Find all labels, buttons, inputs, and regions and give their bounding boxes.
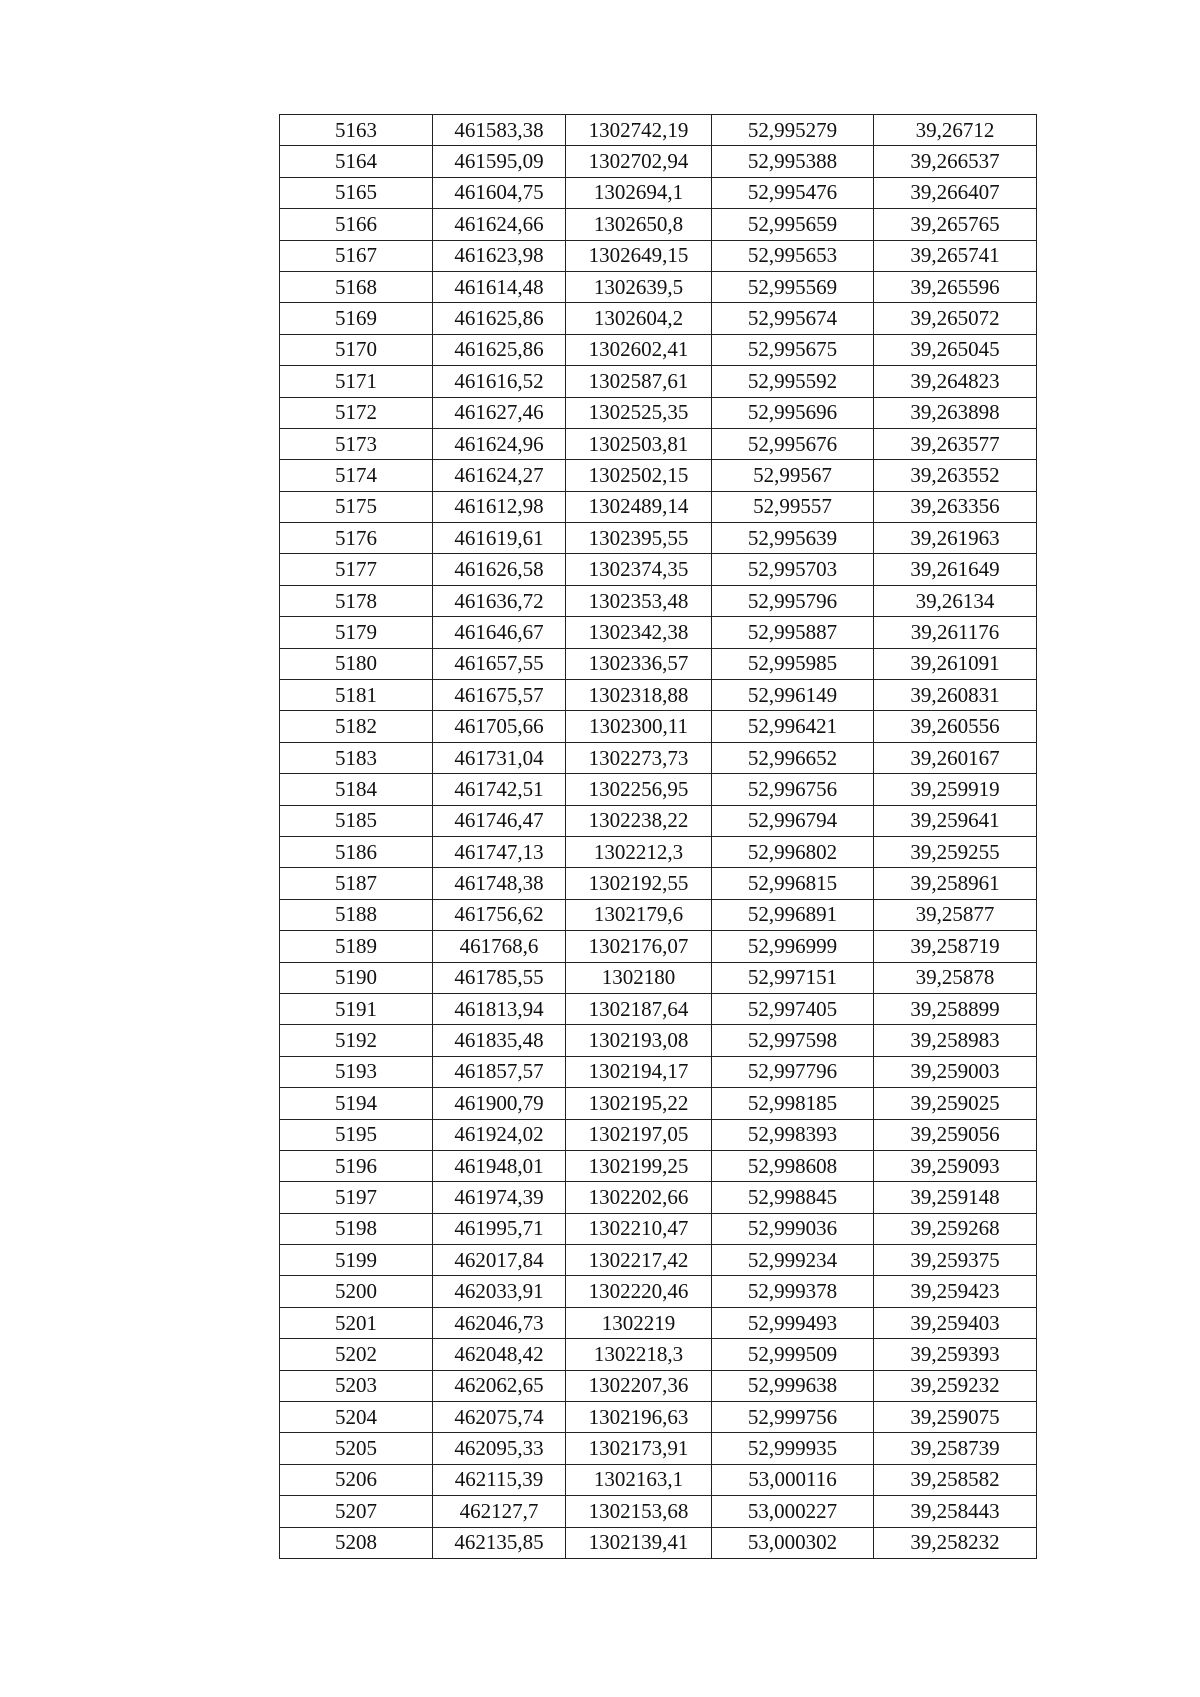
table-row	[280, 1339, 1037, 1370]
y-coordinate-cell: 1302210,47	[566, 1213, 712, 1244]
table-row	[280, 1245, 1037, 1276]
x-coordinate-cell: 461624,27	[433, 460, 566, 491]
longitude-cell: 39,260831	[874, 680, 1037, 711]
y-coordinate-cell: 1302604,2	[566, 303, 712, 334]
y-coordinate-cell: 1302217,42	[566, 1245, 712, 1276]
y-coordinate-cell: 1302173,91	[566, 1433, 712, 1464]
table-row	[280, 1464, 1037, 1495]
y-coordinate-cell: 1302238,22	[566, 805, 712, 836]
x-coordinate-cell: 461636,72	[433, 585, 566, 616]
latitude-cell: 52,999638	[712, 1370, 874, 1401]
longitude-cell: 39,258739	[874, 1433, 1037, 1464]
x-coordinate-cell: 461646,67	[433, 617, 566, 648]
table-row	[280, 742, 1037, 773]
x-coordinate-cell: 461595,09	[433, 146, 566, 177]
longitude-cell: 39,26134	[874, 585, 1037, 616]
y-coordinate-cell: 1302194,17	[566, 1056, 712, 1087]
table-row	[280, 1402, 1037, 1433]
longitude-cell: 39,259255	[874, 836, 1037, 867]
y-coordinate-cell: 1302489,14	[566, 491, 712, 522]
table-row	[280, 805, 1037, 836]
latitude-cell: 52,999234	[712, 1245, 874, 1276]
table-row	[280, 115, 1037, 146]
point-number-cell: 5166	[280, 209, 433, 240]
longitude-cell: 39,259393	[874, 1339, 1037, 1370]
point-number-cell: 5188	[280, 899, 433, 930]
x-coordinate-cell: 461857,57	[433, 1056, 566, 1087]
latitude-cell: 52,995476	[712, 177, 874, 208]
y-coordinate-cell: 1302587,61	[566, 366, 712, 397]
x-coordinate-cell: 461626,58	[433, 554, 566, 585]
x-coordinate-cell: 462033,91	[433, 1276, 566, 1307]
longitude-cell: 39,261176	[874, 617, 1037, 648]
x-coordinate-cell: 461974,39	[433, 1182, 566, 1213]
x-coordinate-cell: 461785,55	[433, 962, 566, 993]
longitude-cell: 39,259403	[874, 1307, 1037, 1338]
point-number-cell: 5191	[280, 993, 433, 1024]
latitude-cell: 52,999509	[712, 1339, 874, 1370]
latitude-cell: 52,997796	[712, 1056, 874, 1087]
x-coordinate-cell: 461583,38	[433, 115, 566, 146]
point-number-cell: 5196	[280, 1150, 433, 1181]
x-coordinate-cell: 461624,66	[433, 209, 566, 240]
longitude-cell: 39,263577	[874, 428, 1037, 459]
point-number-cell: 5198	[280, 1213, 433, 1244]
table-row	[280, 1433, 1037, 1464]
point-number-cell: 5194	[280, 1088, 433, 1119]
latitude-cell: 52,998185	[712, 1088, 874, 1119]
point-number-cell: 5189	[280, 931, 433, 962]
latitude-cell: 52,999493	[712, 1307, 874, 1338]
point-number-cell: 5197	[280, 1182, 433, 1213]
latitude-cell: 52,995592	[712, 366, 874, 397]
longitude-cell: 39,264823	[874, 366, 1037, 397]
longitude-cell: 39,259003	[874, 1056, 1037, 1087]
longitude-cell: 39,265741	[874, 240, 1037, 271]
longitude-cell: 39,265072	[874, 303, 1037, 334]
table-row	[280, 1056, 1037, 1087]
y-coordinate-cell: 1302202,66	[566, 1182, 712, 1213]
latitude-cell: 52,995388	[712, 146, 874, 177]
latitude-cell: 52,995675	[712, 334, 874, 365]
y-coordinate-cell: 1302180	[566, 962, 712, 993]
x-coordinate-cell: 461731,04	[433, 742, 566, 773]
x-coordinate-cell: 462095,33	[433, 1433, 566, 1464]
point-number-cell: 5180	[280, 648, 433, 679]
latitude-cell: 53,000116	[712, 1464, 874, 1495]
table-row	[280, 366, 1037, 397]
x-coordinate-cell: 462075,74	[433, 1402, 566, 1433]
latitude-cell: 52,995676	[712, 428, 874, 459]
x-coordinate-cell: 461768,6	[433, 931, 566, 962]
point-number-cell: 5176	[280, 523, 433, 554]
point-number-cell: 5170	[280, 334, 433, 365]
point-number-cell: 5193	[280, 1056, 433, 1087]
point-number-cell: 5203	[280, 1370, 433, 1401]
table-row	[280, 523, 1037, 554]
y-coordinate-cell: 1302702,94	[566, 146, 712, 177]
longitude-cell: 39,261649	[874, 554, 1037, 585]
table-row	[280, 868, 1037, 899]
longitude-cell: 39,265596	[874, 271, 1037, 302]
point-number-cell: 5192	[280, 1025, 433, 1056]
latitude-cell: 52,998845	[712, 1182, 874, 1213]
longitude-cell: 39,258232	[874, 1527, 1037, 1558]
x-coordinate-cell: 462046,73	[433, 1307, 566, 1338]
latitude-cell: 53,000227	[712, 1496, 874, 1527]
x-coordinate-cell: 461900,79	[433, 1088, 566, 1119]
longitude-cell: 39,259025	[874, 1088, 1037, 1119]
latitude-cell: 52,996149	[712, 680, 874, 711]
coordinates-table-body	[280, 115, 1037, 1559]
x-coordinate-cell: 461924,02	[433, 1119, 566, 1150]
point-number-cell: 5199	[280, 1245, 433, 1276]
point-number-cell: 5184	[280, 774, 433, 805]
table-row	[280, 428, 1037, 459]
x-coordinate-cell: 461747,13	[433, 836, 566, 867]
latitude-cell: 52,996652	[712, 742, 874, 773]
point-number-cell: 5169	[280, 303, 433, 334]
x-coordinate-cell: 461742,51	[433, 774, 566, 805]
y-coordinate-cell: 1302219	[566, 1307, 712, 1338]
point-number-cell: 5187	[280, 868, 433, 899]
longitude-cell: 39,259056	[874, 1119, 1037, 1150]
table-row	[280, 836, 1037, 867]
latitude-cell: 52,999378	[712, 1276, 874, 1307]
table-row	[280, 585, 1037, 616]
table-row	[280, 1307, 1037, 1338]
y-coordinate-cell: 1302374,35	[566, 554, 712, 585]
point-number-cell: 5202	[280, 1339, 433, 1370]
x-coordinate-cell: 461623,98	[433, 240, 566, 271]
longitude-cell: 39,25877	[874, 899, 1037, 930]
table-row	[280, 774, 1037, 805]
y-coordinate-cell: 1302742,19	[566, 115, 712, 146]
x-coordinate-cell: 461624,96	[433, 428, 566, 459]
point-number-cell: 5173	[280, 428, 433, 459]
point-number-cell: 5178	[280, 585, 433, 616]
table-row	[280, 1370, 1037, 1401]
table-row	[280, 1119, 1037, 1150]
table-row	[280, 554, 1037, 585]
latitude-cell: 52,998393	[712, 1119, 874, 1150]
x-coordinate-cell: 461995,71	[433, 1213, 566, 1244]
table-row	[280, 962, 1037, 993]
point-number-cell: 5204	[280, 1402, 433, 1433]
longitude-cell: 39,258443	[874, 1496, 1037, 1527]
point-number-cell: 5185	[280, 805, 433, 836]
longitude-cell: 39,258899	[874, 993, 1037, 1024]
table-row	[280, 460, 1037, 491]
latitude-cell: 52,99567	[712, 460, 874, 491]
table-row	[280, 303, 1037, 334]
x-coordinate-cell: 461625,86	[433, 303, 566, 334]
table-row	[280, 648, 1037, 679]
table-row	[280, 240, 1037, 271]
point-number-cell: 5164	[280, 146, 433, 177]
latitude-cell: 52,996802	[712, 836, 874, 867]
latitude-cell: 52,997151	[712, 962, 874, 993]
coordinates-table	[279, 114, 1037, 1559]
latitude-cell: 52,997598	[712, 1025, 874, 1056]
table-row	[280, 209, 1037, 240]
y-coordinate-cell: 1302650,8	[566, 209, 712, 240]
latitude-cell: 52,996891	[712, 899, 874, 930]
y-coordinate-cell: 1302502,15	[566, 460, 712, 491]
latitude-cell: 52,995279	[712, 115, 874, 146]
x-coordinate-cell: 461612,98	[433, 491, 566, 522]
latitude-cell: 52,996794	[712, 805, 874, 836]
point-number-cell: 5165	[280, 177, 433, 208]
point-number-cell: 5172	[280, 397, 433, 428]
latitude-cell: 52,99557	[712, 491, 874, 522]
table-row	[280, 617, 1037, 648]
longitude-cell: 39,259423	[874, 1276, 1037, 1307]
x-coordinate-cell: 461616,52	[433, 366, 566, 397]
x-coordinate-cell: 461625,86	[433, 334, 566, 365]
longitude-cell: 39,259641	[874, 805, 1037, 836]
longitude-cell: 39,263356	[874, 491, 1037, 522]
latitude-cell: 52,995887	[712, 617, 874, 648]
y-coordinate-cell: 1302139,41	[566, 1527, 712, 1558]
x-coordinate-cell: 461705,66	[433, 711, 566, 742]
x-coordinate-cell: 461614,48	[433, 271, 566, 302]
y-coordinate-cell: 1302207,36	[566, 1370, 712, 1401]
latitude-cell: 52,997405	[712, 993, 874, 1024]
longitude-cell: 39,259375	[874, 1245, 1037, 1276]
x-coordinate-cell: 461813,94	[433, 993, 566, 1024]
latitude-cell: 52,995985	[712, 648, 874, 679]
table-row	[280, 271, 1037, 302]
longitude-cell: 39,263898	[874, 397, 1037, 428]
latitude-cell: 52,995569	[712, 271, 874, 302]
latitude-cell: 52,996421	[712, 711, 874, 742]
point-number-cell: 5171	[280, 366, 433, 397]
point-number-cell: 5174	[280, 460, 433, 491]
longitude-cell: 39,265045	[874, 334, 1037, 365]
table-row	[280, 1213, 1037, 1244]
x-coordinate-cell: 461948,01	[433, 1150, 566, 1181]
x-coordinate-cell: 462062,65	[433, 1370, 566, 1401]
point-number-cell: 5179	[280, 617, 433, 648]
y-coordinate-cell: 1302163,1	[566, 1464, 712, 1495]
x-coordinate-cell: 462135,85	[433, 1527, 566, 1558]
point-number-cell: 5182	[280, 711, 433, 742]
latitude-cell: 52,995674	[712, 303, 874, 334]
longitude-cell: 39,265765	[874, 209, 1037, 240]
longitude-cell: 39,259093	[874, 1150, 1037, 1181]
point-number-cell: 5206	[280, 1464, 433, 1495]
point-number-cell: 5167	[280, 240, 433, 271]
latitude-cell: 52,998608	[712, 1150, 874, 1181]
y-coordinate-cell: 1302318,88	[566, 680, 712, 711]
table-row	[280, 1150, 1037, 1181]
y-coordinate-cell: 1302300,11	[566, 711, 712, 742]
table-row	[280, 993, 1037, 1024]
table-row	[280, 177, 1037, 208]
table-row	[280, 680, 1037, 711]
point-number-cell: 5190	[280, 962, 433, 993]
latitude-cell: 52,999935	[712, 1433, 874, 1464]
longitude-cell: 39,261091	[874, 648, 1037, 679]
y-coordinate-cell: 1302602,41	[566, 334, 712, 365]
table-row	[280, 397, 1037, 428]
table-row	[280, 931, 1037, 962]
y-coordinate-cell: 1302256,95	[566, 774, 712, 805]
y-coordinate-cell: 1302694,1	[566, 177, 712, 208]
table-row	[280, 146, 1037, 177]
longitude-cell: 39,258719	[874, 931, 1037, 962]
point-number-cell: 5201	[280, 1307, 433, 1338]
x-coordinate-cell: 461756,62	[433, 899, 566, 930]
y-coordinate-cell: 1302212,3	[566, 836, 712, 867]
table-row	[280, 1276, 1037, 1307]
latitude-cell: 52,995653	[712, 240, 874, 271]
y-coordinate-cell: 1302199,25	[566, 1150, 712, 1181]
table-row	[280, 1527, 1037, 1558]
latitude-cell: 52,995659	[712, 209, 874, 240]
point-number-cell: 5163	[280, 115, 433, 146]
x-coordinate-cell: 462127,7	[433, 1496, 566, 1527]
y-coordinate-cell: 1302187,64	[566, 993, 712, 1024]
x-coordinate-cell: 461627,46	[433, 397, 566, 428]
y-coordinate-cell: 1302195,22	[566, 1088, 712, 1119]
point-number-cell: 5207	[280, 1496, 433, 1527]
table-row	[280, 1182, 1037, 1213]
longitude-cell: 39,260556	[874, 711, 1037, 742]
table-row	[280, 711, 1037, 742]
x-coordinate-cell: 461604,75	[433, 177, 566, 208]
latitude-cell: 52,999756	[712, 1402, 874, 1433]
latitude-cell: 52,999036	[712, 1213, 874, 1244]
y-coordinate-cell: 1302179,6	[566, 899, 712, 930]
y-coordinate-cell: 1302220,46	[566, 1276, 712, 1307]
point-number-cell: 5175	[280, 491, 433, 522]
x-coordinate-cell: 462048,42	[433, 1339, 566, 1370]
table-row	[280, 899, 1037, 930]
longitude-cell: 39,266407	[874, 177, 1037, 208]
table-row	[280, 1025, 1037, 1056]
point-number-cell: 5195	[280, 1119, 433, 1150]
point-number-cell: 5186	[280, 836, 433, 867]
latitude-cell: 52,995639	[712, 523, 874, 554]
latitude-cell: 52,996756	[712, 774, 874, 805]
y-coordinate-cell: 1302525,35	[566, 397, 712, 428]
table-row	[280, 491, 1037, 522]
y-coordinate-cell: 1302353,48	[566, 585, 712, 616]
longitude-cell: 39,26712	[874, 115, 1037, 146]
y-coordinate-cell: 1302639,5	[566, 271, 712, 302]
latitude-cell: 52,996815	[712, 868, 874, 899]
y-coordinate-cell: 1302193,08	[566, 1025, 712, 1056]
y-coordinate-cell: 1302218,3	[566, 1339, 712, 1370]
y-coordinate-cell: 1302342,38	[566, 617, 712, 648]
y-coordinate-cell: 1302336,57	[566, 648, 712, 679]
longitude-cell: 39,261963	[874, 523, 1037, 554]
y-coordinate-cell: 1302273,73	[566, 742, 712, 773]
point-number-cell: 5183	[280, 742, 433, 773]
x-coordinate-cell: 462017,84	[433, 1245, 566, 1276]
longitude-cell: 39,259075	[874, 1402, 1037, 1433]
point-number-cell: 5177	[280, 554, 433, 585]
longitude-cell: 39,258983	[874, 1025, 1037, 1056]
longitude-cell: 39,259148	[874, 1182, 1037, 1213]
point-number-cell: 5200	[280, 1276, 433, 1307]
longitude-cell: 39,260167	[874, 742, 1037, 773]
table-row	[280, 334, 1037, 365]
point-number-cell: 5208	[280, 1527, 433, 1558]
y-coordinate-cell: 1302197,05	[566, 1119, 712, 1150]
latitude-cell: 52,996999	[712, 931, 874, 962]
longitude-cell: 39,258582	[874, 1464, 1037, 1495]
longitude-cell: 39,259232	[874, 1370, 1037, 1401]
y-coordinate-cell: 1302176,07	[566, 931, 712, 962]
y-coordinate-cell: 1302649,15	[566, 240, 712, 271]
latitude-cell: 53,000302	[712, 1527, 874, 1558]
latitude-cell: 52,995796	[712, 585, 874, 616]
longitude-cell: 39,259268	[874, 1213, 1037, 1244]
x-coordinate-cell: 461746,47	[433, 805, 566, 836]
x-coordinate-cell: 462115,39	[433, 1464, 566, 1495]
y-coordinate-cell: 1302395,55	[566, 523, 712, 554]
x-coordinate-cell: 461657,55	[433, 648, 566, 679]
latitude-cell: 52,995703	[712, 554, 874, 585]
point-number-cell: 5205	[280, 1433, 433, 1464]
table-row	[280, 1496, 1037, 1527]
longitude-cell: 39,258961	[874, 868, 1037, 899]
point-number-cell: 5181	[280, 680, 433, 711]
table-row	[280, 1088, 1037, 1119]
x-coordinate-cell: 461675,57	[433, 680, 566, 711]
longitude-cell: 39,25878	[874, 962, 1037, 993]
point-number-cell: 5168	[280, 271, 433, 302]
y-coordinate-cell: 1302503,81	[566, 428, 712, 459]
longitude-cell: 39,259919	[874, 774, 1037, 805]
longitude-cell: 39,263552	[874, 460, 1037, 491]
x-coordinate-cell: 461748,38	[433, 868, 566, 899]
y-coordinate-cell: 1302153,68	[566, 1496, 712, 1527]
latitude-cell: 52,995696	[712, 397, 874, 428]
y-coordinate-cell: 1302196,63	[566, 1402, 712, 1433]
x-coordinate-cell: 461835,48	[433, 1025, 566, 1056]
x-coordinate-cell: 461619,61	[433, 523, 566, 554]
y-coordinate-cell: 1302192,55	[566, 868, 712, 899]
longitude-cell: 39,266537	[874, 146, 1037, 177]
